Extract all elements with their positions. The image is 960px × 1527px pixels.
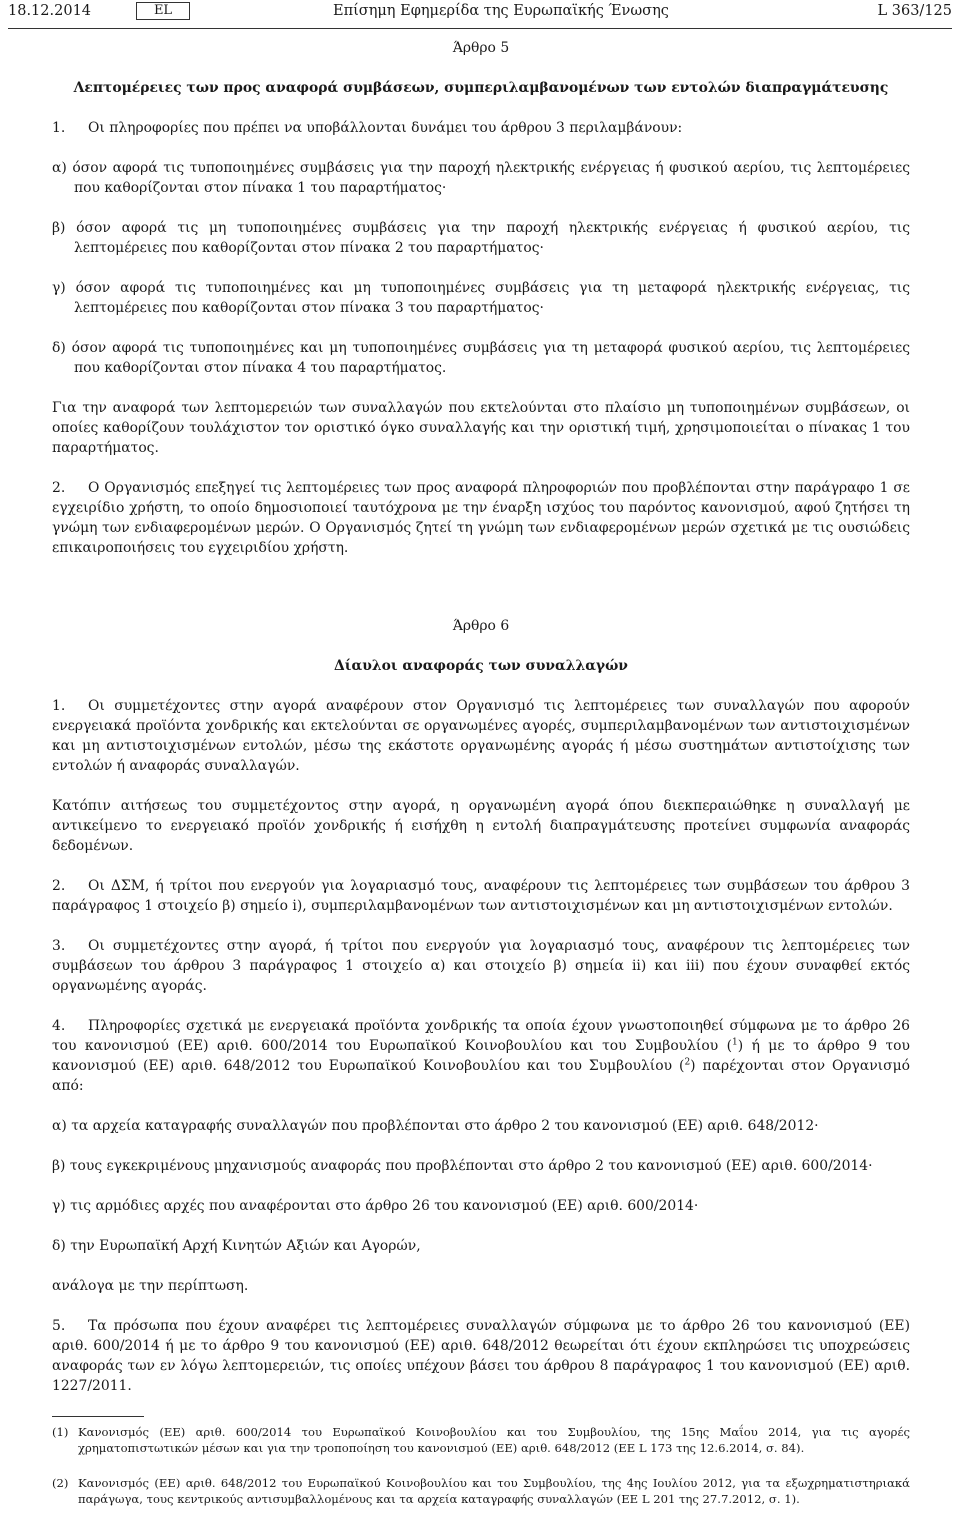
article-6-title: Δίαυλοι αναφοράς των συναλλαγών [334,658,628,674]
para-number: 2. [52,878,66,894]
article-6-para-2: 2. Οι ΔΣΜ, ή τρίτοι που ενεργούν για λογαριασμό τους, αναφέρουν τις λεπτομέρειες των συμβάσεων του άρθρου 3 παράγραφος 1 στοιχείο β) σημείο i), συμπεριλαμβανομένων των αντιστοιχισμένων και μη αντιστοιχισμένων εντολών. [52,878,910,914]
header-date: 18.12.2014 [8,3,92,19]
para-number: 2. [52,480,66,496]
page-header [8,0,952,29]
para-number: 4. [52,1018,66,1034]
para-number: 3. [52,938,66,954]
footnote-2: (2) Κανονισμός (ΕΕ) αριθ. 648/2012 του Ευρωπαϊκού Κοινοβουλίου και του Συμβουλίου, της 4ης Ιουλίου 2012, για τα εξωχρηματιστηριακά παράγωγα, τους κεντρικούς αντισυμβαλλομένους και τα αρχεία καταγραφής συναλλαγών (ΕΕ L 201 της 27.7.2012, σ. 1). [52,1476,910,1506]
footnote-divider [52,1416,144,1417]
article-6-heading: Άρθρο 6 [452,618,510,634]
article-5-para-2: 2. Ο Οργανισμός επεξηγεί τις λεπτομέρειες των προς αναφορά πληροφοριών που προβλέπονται στην παράγραφο 1 σε εγχειρίδιο χρήστη, το οποίο δημοσιοποιεί ταυτόχρονα με την έναρξη ισχύος του παρόντος κανονισμού, αφού ζητήσει τη γνώμη των ενδιαφερομένων μερών. Ο Οργανισμός ζητεί τη γνώμη των ενδιαφερομένων μερών σχετικά με τις ουσιώδεις επικαιροποιήσεις του εγχειριδίου χρήστη. [52,480,910,556]
list-item: γ) τις αρμόδιες αρχές που αναφέρονται στο άρθρο 26 του κανονισμού (ΕΕ) αριθ. 600/2014· [52,1198,699,1214]
list-item: β) τους εγκεκριμένους μηχανισμούς αναφοράς που προβλέπονται στο άρθρο 2 του κανονισμού (ΕΕ) αριθ. 600/2014· [52,1158,873,1174]
list-item: γ) όσον αφορά τις τυποποιημένες και μη τυποποιημένες συμβάσεις για τη μεταφορά ηλεκτρικής ενέργειας, τις λεπτομέρειες που καθορίζονται στον πίνακα 3 του παραρτήματος· [52,280,910,316]
article-5-para-1: 1. Οι πληροφορίες που πρέπει να υποβάλλονται δυνάμει του άρθρου 3 περιλαμβάνουν: [52,120,683,136]
para-number: 1. [52,698,66,714]
footnote-ref-2[interactable]: 2 [684,1057,691,1068]
article-6-para-4-tail: ανάλογα με την περίπτωση. [52,1278,249,1294]
footnote-ref: (1) [52,1425,69,1439]
article-5-heading: Άρθρο 5 [452,40,510,56]
footnote-ref-1[interactable]: 1 [732,1037,738,1048]
footnote-1: (1) Κανονισμός (ΕΕ) αριθ. 600/2014 του Ευρωπαϊκού Κοινοβουλίου και του Συμβουλίου, της 15ης Μαΐου 2014, για τις αγορές χρηματοπιστωτικών μέσων και για την τροποποίηση του κανονισμού (ΕΕ) αριθ. 648/2012 (ΕΕ L 173 της 12.6.2014, σ. 84). [52,1425,910,1455]
language-badge: EL [136,2,190,20]
para-number: 5. [52,1318,66,1334]
para-number: 1. [52,120,66,136]
article-6-para-5: 5. Τα πρόσωπα που έχουν αναφέρει τις λεπτομέρειες συναλλαγών σύμφωνα με το άρθρο 26 του κανονισμού (ΕΕ) αριθ. 600/2014 ή με το άρθρο 9 του κανονισμού (ΕΕ) αριθ. 648/2012 θεωρείται ότι έχουν εκπληρώσει τις υποχρεώσεις αναφοράς των εν λόγω λεπτομερειών, τις οποίες υπέχουν βάσει του άρθρου 8 παράγραφος 1 του κανονισμού (ΕΕ) αριθ. 1227/2011. [52,1318,910,1394]
article-6-para-1: 1. Οι συμμετέχοντες στην αγορά αναφέρουν στον Οργανισμό τις λεπτομέρειες των συναλλαγών που αφορούν ενεργειακά προϊόντα χονδρικής και εκτελούνται σε οργανωμένες αγορές, συμπεριλαμβανομένων των αντιστοιχισμένων και μη αντιστοιχισμένων εντολών, μέσω της εκάστοτε οργανωμένης αγοράς ή μέσω συστημάτων αντιστοίχισης των εντολών ή αναφοράς συναλλαγών. [52,698,910,774]
document-body [52,38,910,1527]
journal-title: Επίσημη Εφημερίδα της Ευρωπαϊκής Ένωσης [333,3,669,19]
list-item: δ) την Ευρωπαϊκή Αρχή Κινητών Αξιών και Αγορών, [52,1238,421,1254]
article-6-para-4: 4. Πληροφορίες σχετικά με ενεργειακά προϊόντα χονδρικής τα οποία έχουν γνωστοποιηθεί σύμφωνα με το άρθρο 26 του κανονισμού (ΕΕ) αριθ. 600/2014 του Ευρωπαϊκού Κοινοβουλίου και του Συμβουλίου ($^1$) ή με το άρθρο 9 του κανονισμού (ΕΕ) αριθ. 648/2012 του Ευρωπαϊκού Κοινοβουλίου και του Συμβουλίου ($^2$) παρέχονται στον Οργανισμό από: [52,1018,910,1094]
article-6-para-1-tail: Κατόπιν αιτήσεως του συμμετέχοντος στην αγορά, η οργανωμένη αγορά όπου διεκπεραιώθηκε η συναλλαγή με αντικείμενο το ενεργειακό προϊόν χονδρικής ή εισήχθη η εντολή διαπραγμάτευσης προτείνει συμφωνία αναφοράς δεδομένων. [52,798,910,854]
list-item: α) όσον αφορά τις τυποποιημένες συμβάσεις για την παροχή ηλεκτρικής ενέργειας ή φυσικού αερίου, τις λεπτομέρειες που καθορίζονται στον πίνακα 1 του παραρτήματος· [52,160,910,196]
page-number: L 363/125 [877,3,952,19]
list-item: β) όσον αφορά τις μη τυποποιημένες συμβάσεις για την παροχή ηλεκτρικής ενέργειας ή φυσικού αερίου, τις λεπτομέρειες που καθορίζονται στον πίνακα 2 του παραρτήματος· [52,220,910,256]
article-6-para-3: 3. Οι συμμετέχοντες στην αγορά, ή τρίτοι που ενεργούν για λογαριασμό τους, αναφέρουν τις λεπτομέρειες των συμβάσεων του άρθρου 3 παράγραφος 1 στοιχείο α) και στοιχείο β) σημεία ii) και iii) που έχουν συναφθεί εκτός οργανωμένης αγοράς. [52,938,910,994]
list-item: α) τα αρχεία καταγραφής συναλλαγών που προβλέπονται στο άρθρο 2 του κανονισμού (ΕΕ) αριθ. 648/2012· [52,1118,819,1134]
list-item: δ) όσον αφορά τις τυποποιημένες και μη τυποποιημένες συμβάσεις για τη μεταφορά φυσικού αερίου, τις λεπτομέρειες που καθορίζονται στον πίνακα 4 του παραρτήματος. [52,340,910,376]
article-5-para-1-tail: Για την αναφορά των λεπτομερειών των συναλλαγών που εκτελούνται στο πλαίσιο μη τυποποιημένων συμβάσεων, οι οποίες καθορίζουν τουλάχιστον τον οριστικό όγκο συναλλαγής και την οριστική τιμή, χρησιμοποιείται ο πίνακας 1 του παραρτήματος. [52,400,910,456]
footnote-ref: (2) [52,1476,69,1490]
article-5-title: Λεπτομέρειες των προς αναφορά συμβάσεων, συμπεριλαμβανομένων των εντολών διαπραγμάτευσης [73,80,889,96]
